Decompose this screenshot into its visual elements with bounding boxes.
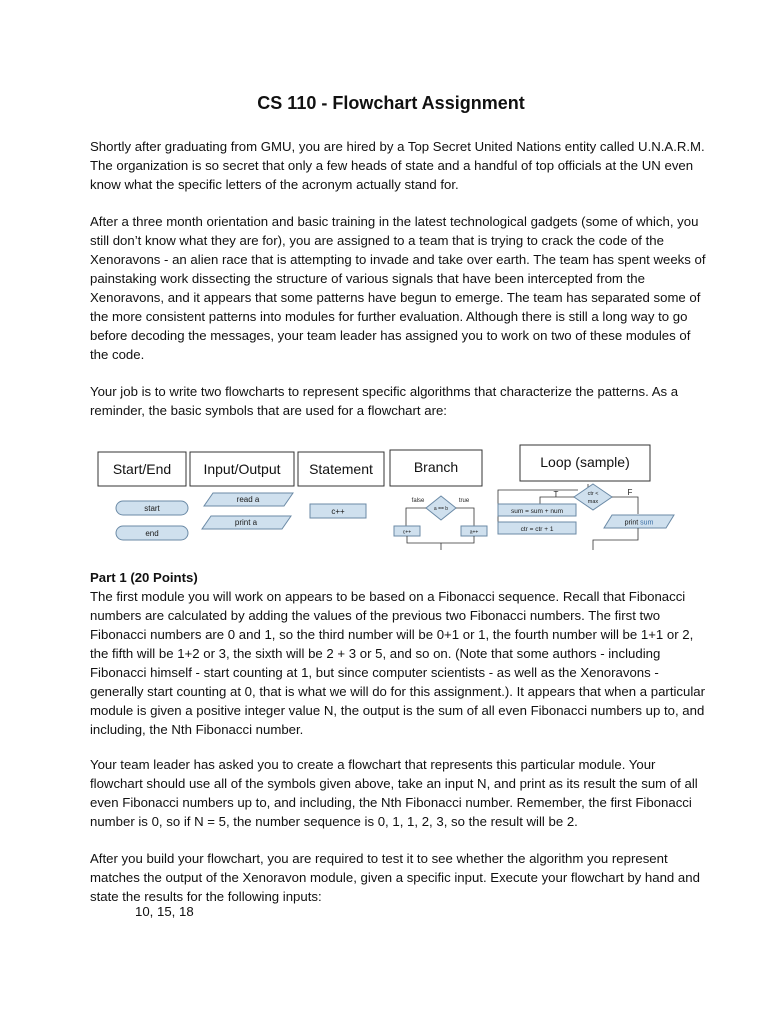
- end-label: end: [145, 529, 159, 538]
- read-io-shape: [204, 493, 293, 506]
- loop-false-label: F: [627, 488, 633, 497]
- loop-diagram: [498, 484, 674, 550]
- start-terminal-shape: [116, 501, 188, 515]
- loop-condition-line2: max: [587, 499, 599, 505]
- branch-false-label: false: [411, 498, 425, 504]
- end-terminal-shape: [116, 526, 188, 540]
- test-inputs: 10, 15, 18: [135, 904, 194, 919]
- statement-box-shape: [310, 504, 366, 518]
- page-title: CS 110 - Flowchart Assignment: [257, 93, 525, 113]
- branch-condition-label: a == b: [433, 506, 449, 512]
- header-branch: [390, 450, 482, 486]
- intro-paragraph: Shortly after graduating from GMU, you are hired by a Top Secret United Nations entity called U.N.A.R.M. The organization is so secret that only a few heads of state and a handful of top officials at the UN even know what the specific letters of the acronym actually stand for.: [90, 139, 705, 192]
- part1-section: [90, 568, 710, 739]
- loop-print-var: sum: [640, 519, 654, 527]
- header-branch-label: Branch: [413, 459, 459, 475]
- branch-right-label: a++: [469, 529, 479, 536]
- header-start-end-label: Start/End: [112, 461, 172, 477]
- branch-true-label: true: [458, 498, 470, 504]
- loop-condition-line1: ctr <: [587, 491, 599, 497]
- print-label: print a: [234, 518, 258, 527]
- loop-decision-shape: [574, 484, 612, 510]
- branch-left-label: c++: [402, 529, 412, 536]
- test-paragraph: After you build your flowchart, you are required to test it to see whether the algorithm you represent matches the output of the Xenoravon module, given a specific input. Execute your flowchart by hand and state the results for the following inputs:: [90, 851, 700, 904]
- header-input-output-label: Input/Output: [203, 461, 281, 477]
- flowchart-symbols-figure: [88, 442, 688, 562]
- part1-heading: Part 1 (20 Points): [90, 570, 198, 585]
- header-input-output: [190, 452, 294, 486]
- job-paragraph: Your job is to write two flowcharts to represent specific algorithms that characterize the patterns. As a reminder, the basic symbols that are used for a flowchart are:: [90, 384, 679, 418]
- start-label: start: [144, 504, 160, 513]
- part1-body: The first module you will work on appears to be based on a Fibonacci sequence. Recall that Fibonacci numbers are calculated by adding the values of the previous two Fibonacci numbers. The first two Fibonacci numbers are 0 and 1, so the third number will be 0+1 or 1, the fourth number will be 1+1 or 2, the fifth will be 1+2 or 3, the sixth will be 2 + 3 or 5, and so on. (Note that some authors - including Fibonacci himself - start counting at 1, but since computer scientists - as well as the Xenoravons - generally start counting at 0, that is what we will do for this assignment.). It appears that when a particular module is given a positive integer value N, the output is the sum of all even Fibonacci numbers up to, and including, the Nth Fibonacci number.: [90, 589, 705, 737]
- statement-label: c++: [331, 507, 345, 516]
- orientation-paragraph: After a three month orientation and basic training in the latest technological gadgets (some of which, you still don’t know what they are for), you are assigned to a team that is trying to crack the code of the Xenoravons - an alien race that is attempting to invade and take over earth. The team has spent weeks of painstaking work dissecting the structure of various signals that have been intercepted from the Xenoravons, and it appears that some patterns have begun to emerge. The team has separated some of the more consistent patterns into modules for further evaluation. Although there is still a long way to go before decoding the messages, your team leader has assigned you to work on two of these modules of the code.: [90, 214, 706, 362]
- header-start-end: [98, 452, 186, 486]
- loop-sum-statement-label: sum = sum + num: [510, 508, 564, 515]
- loop-true-label: T: [553, 490, 559, 499]
- header-statement: [298, 452, 384, 486]
- loop-ctr-statement-label: ctr = ctr + 1: [520, 526, 554, 533]
- print-io-shape: [202, 516, 291, 529]
- read-label: read a: [236, 495, 260, 504]
- branch-diagram: [394, 496, 487, 550]
- loop-print-prefix: print: [624, 519, 639, 527]
- loop-print-text: [625, 520, 654, 527]
- team-leader-paragraph: Your team leader has asked you to create a flowchart that represents this particular module. Your flowchart should use all of the symbols given above, take an input N, and print as its result the sum of all even Fibonacci numbers up to, and including, the Nth Fibonacci number. Remember, the first Fibonacci number is 0, so if N = 5, the number sequence is 0, 1, 1, 2, 3, so the result will be 2.: [90, 757, 698, 829]
- header-loop: [520, 445, 650, 481]
- header-loop-label: Loop (sample): [540, 454, 630, 470]
- header-statement-label: Statement: [309, 461, 373, 477]
